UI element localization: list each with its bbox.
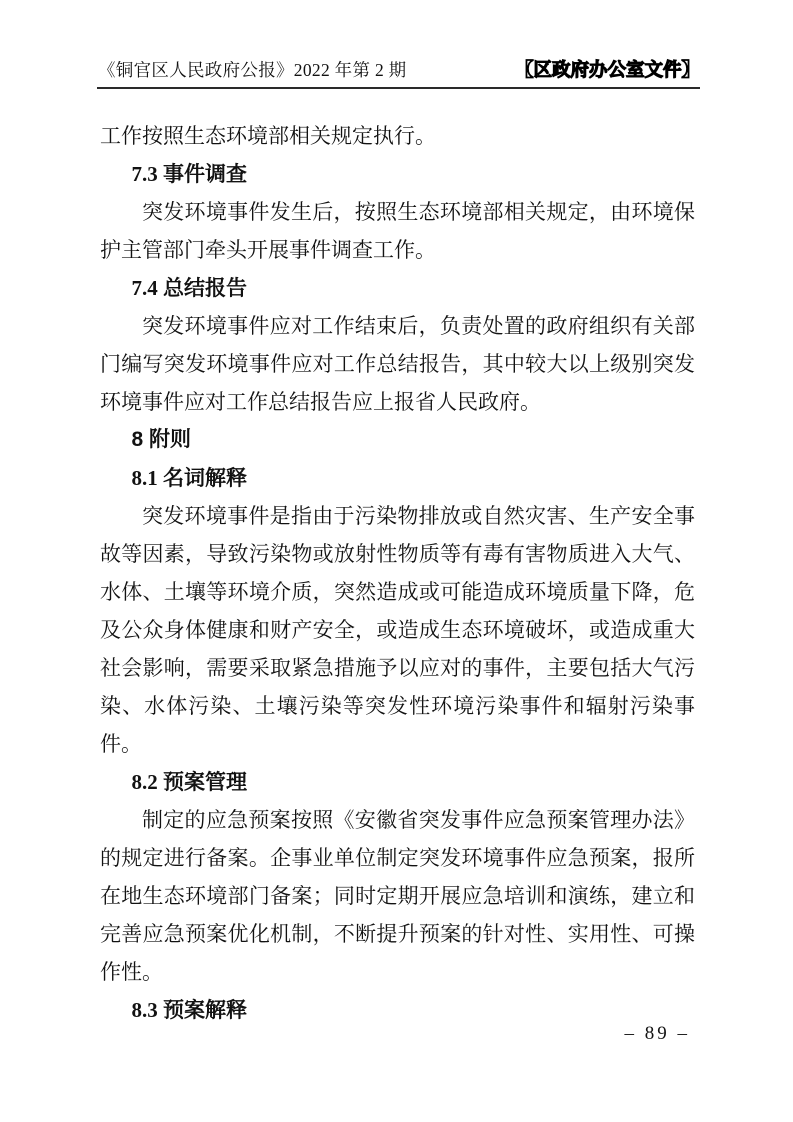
header-divider — [97, 87, 700, 89]
chapter-heading-8: 8 附则 — [131, 428, 192, 451]
section-heading-7-4: 7.4 总结报告 — [131, 276, 247, 300]
document-category-label: 【区政府办公室文件】 — [514, 59, 700, 80]
page-number: – 89 – — [624, 1023, 690, 1044]
paragraph: 制定的应急预案按照《安徽省突发事件应急预案管理办法》的规定进行备案。企事业单位制定突发环境事件应急预案，报所在地生态环境部门备案；同时定期开展应急培训和演练，建立和完善应急预案优化机制，不断提升预案的针对性、实用性、可操作性。 — [100, 808, 695, 984]
paragraph: 突发环境事件发生后，按照生态环境部相关规定，由环境保护主管部门牵头开展事件调查工作。 — [100, 200, 695, 262]
section-heading-8-1: 8.1 名词解释 — [131, 466, 247, 490]
section-heading-8-3: 8.3 预案解释 — [131, 998, 247, 1022]
paragraph: 突发环境事件是指由于污染物排放或自然灾害、生产安全事故等因素，导致污染物或放射性物质等有毒有害物质进入大气、水体、土壤等环境介质，突然造成或可能造成环境质量下降，危及公众身体健康和财产安全，或造成生态环境破坏，或造成重大社会影响，需要采取紧急措施予以应对的事件，主要包括大气污染、水体污染、土壤污染等突发性环境污染事件和辐射污染事件。 — [100, 504, 695, 756]
page-header — [98, 56, 700, 82]
section-heading-7-3: 7.3 事件调查 — [131, 162, 247, 186]
document-content — [100, 117, 695, 1029]
paragraph: 突发环境事件应对工作结束后，负责处置的政府组织有关部门编写突发环境事件应对工作总结报告，其中较大以上级别突发环境事件应对工作总结报告应上报省人民政府。 — [100, 314, 695, 414]
gazette-title: 《铜官区人民政府公报》2022 年第 2 期 — [98, 60, 407, 80]
section-heading-8-2: 8.2 预案管理 — [131, 770, 247, 794]
page-footer — [625, 1023, 691, 1045]
paragraph-continuation: 工作按照生态环境部相关规定执行。 — [100, 124, 436, 148]
